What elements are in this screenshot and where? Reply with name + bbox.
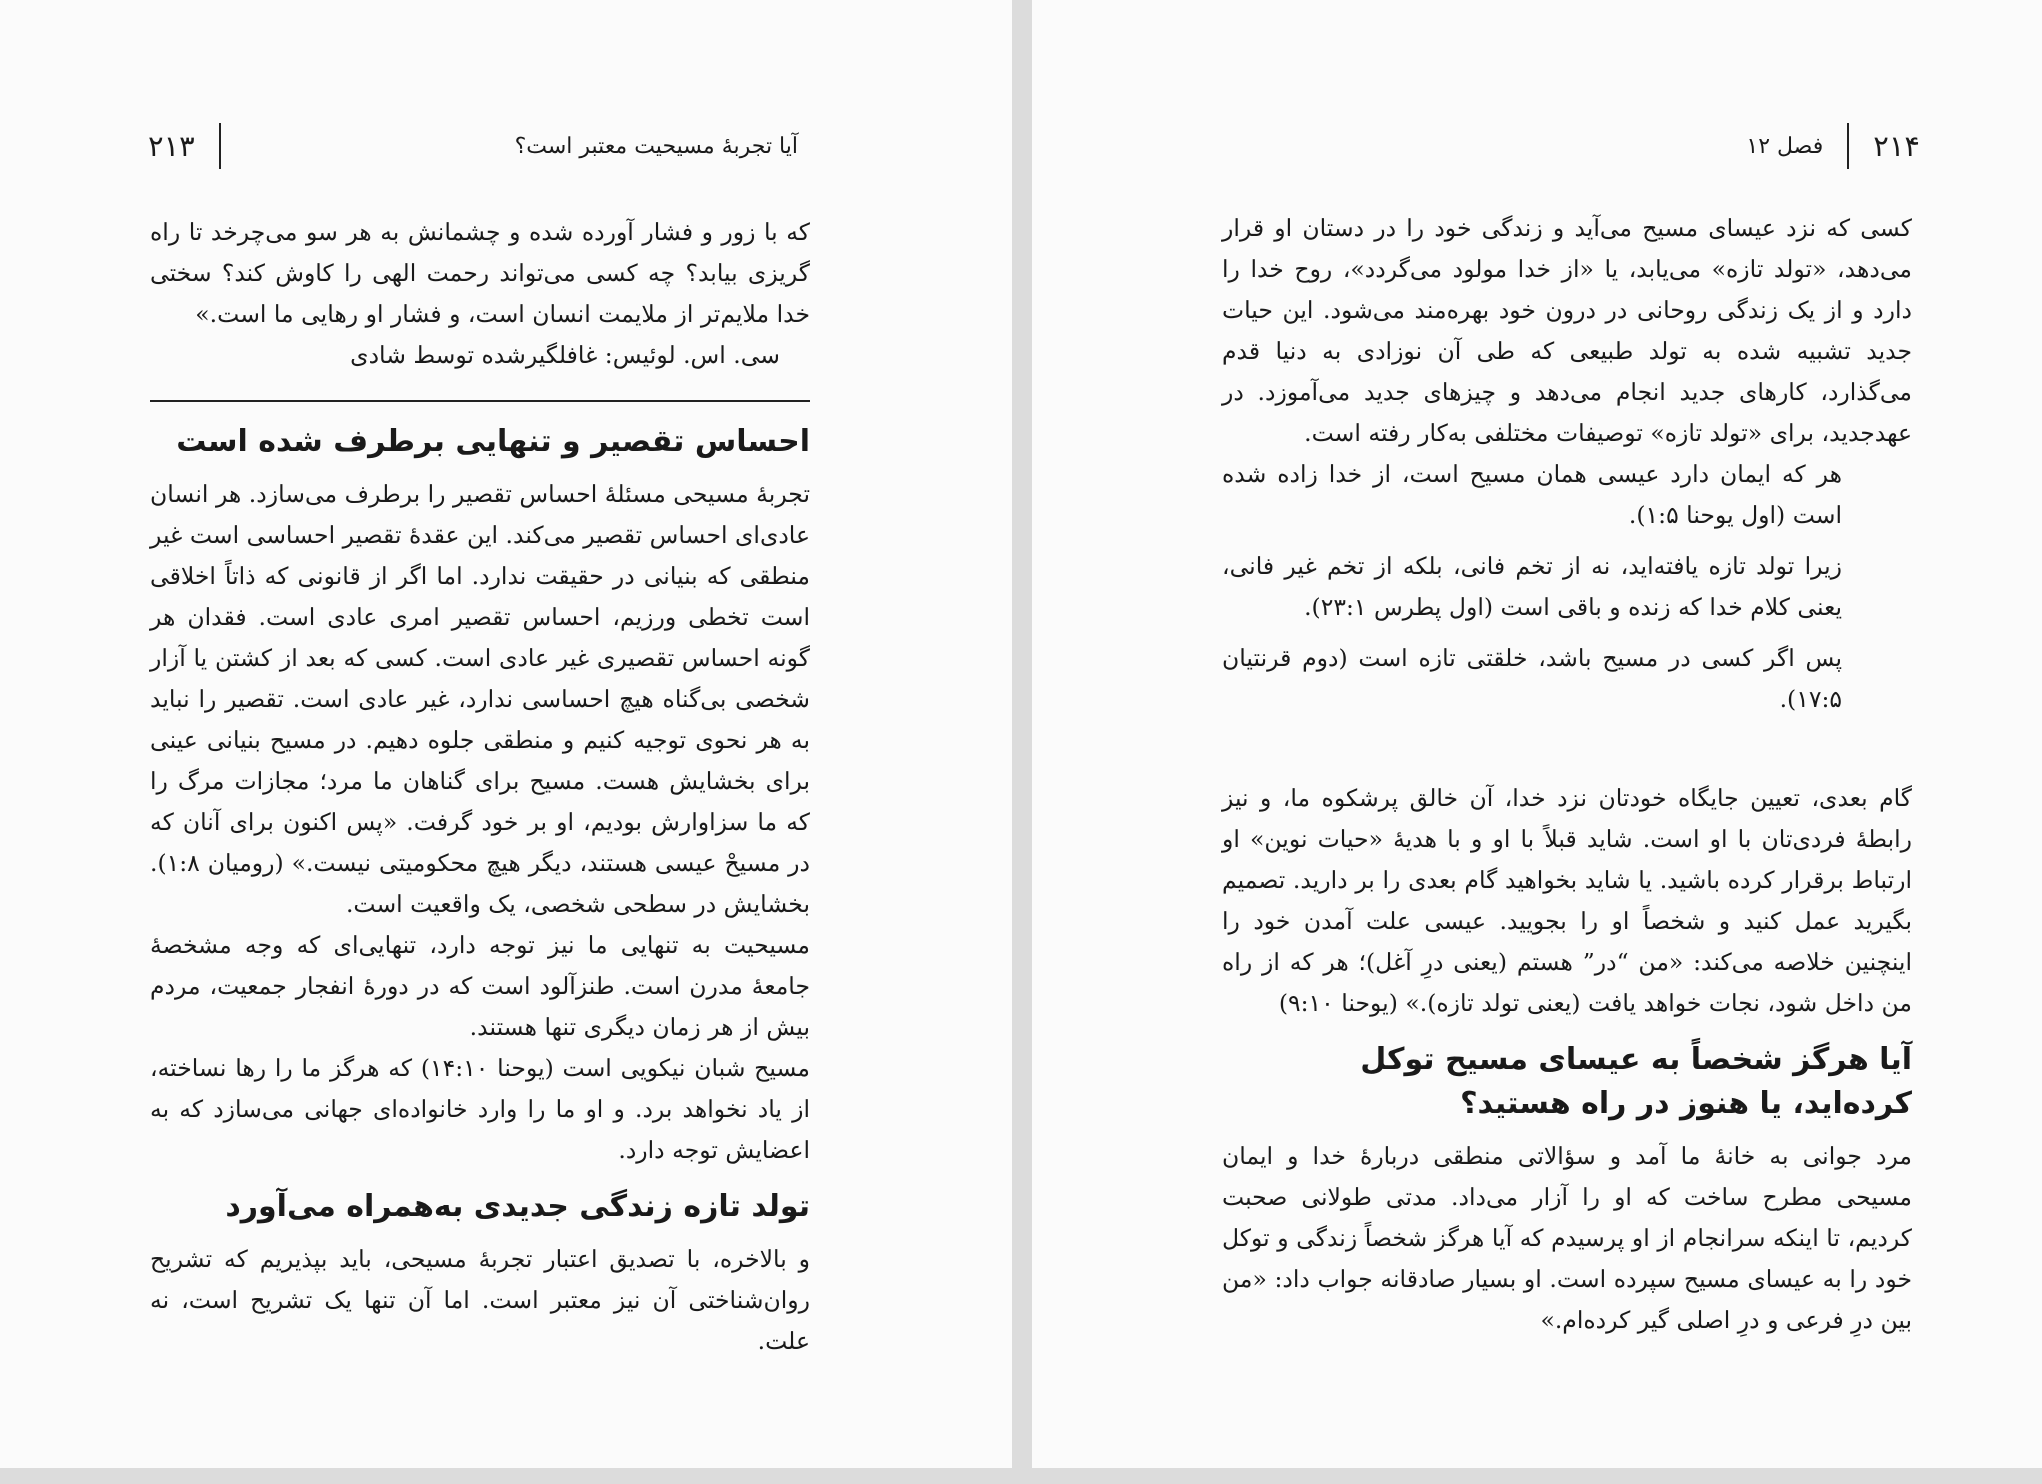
running-title: آیا تجربهٔ مسیحیت معتبر است؟ <box>514 133 798 159</box>
left-page-body <box>150 212 810 1362</box>
paragraph: و بالاخره، با تصدیق اعتبار تجربهٔ مسیحی، باید بپذیریم که تشریح روان‌شناختی آن نیز معتبر است. اما آن تنها یک تشریح است، نه علت. <box>150 1245 810 1355</box>
page-number: ۲۱۳ <box>148 129 195 163</box>
header-divider <box>1847 123 1849 169</box>
page-number: ۲۱۴ <box>1873 129 1920 163</box>
right-page-header <box>1140 120 1920 172</box>
left-page-header <box>148 120 798 172</box>
section-heading: تولد تازه زندگی جدیدی به‌همراه می‌آورد <box>225 1189 810 1224</box>
section-heading <box>1222 1038 1912 1126</box>
right-page-body <box>1222 208 1912 1341</box>
paragraph: مرد جوانی به خانهٔ ما آمد و سؤالاتی منطقی دربارهٔ خدا و ایمان مسیحی مطرح ساخت که او را آزار می‌داد. مدتی طولانی صحبت کردیم، تا اینکه سرانجام از او پرسیدم که آیا هرگز شخصاً زندگی و توکل خود را به عیسای مسیح سپرده است. او بسیار صادقانه جواب داد: «من بین درِ فرعی و درِ اصلی گیر کرده‌ام.» <box>1222 1142 1912 1334</box>
scripture-quotes <box>1222 454 1842 720</box>
heading-line: آیا هرگز شخصاً به عیسای مسیح توکل <box>1360 1042 1912 1077</box>
scripture-quote: هر که ایمان دارد عیسی همان مسیح است، از خدا زاده شده است (اول یوحنا ۱:۵). <box>1222 460 1842 529</box>
opening-quote: که با زور و فشار آورده شده و چشمانش به هر سو می‌چرخد تا راه گریزی بیابد؟ چه کسی می‌تواند رحمت الهی را کاوش کند؟ سختی خدا ملایم‌تر از ملایمت انسان است، و فشار او رهایی ما است.» <box>150 218 810 328</box>
paragraph: تجربهٔ مسیحی مسئلهٔ احساس تقصیر را برطرف می‌سازد. هر انسان عادی‌ای احساس تقصیر می‌کند. این عقدهٔ تقصیر احساسی است غیر منطقی که بنیانی در حقیقت ندارد. اما اگر از قانونی که ذاتاً اخلاقی است تخطی ورزیم، احساس تقصیر امری عادی است. فقدان هر گونه احساس تقصیری غیر عادی است. کسی که بعد از کشتن یا آزار شخصی بی‌گناه هیچ احساسی ندارد، غیر عادی است. تقصیر را نباید به هر نحوی توجیه کنیم و منطقی جلوه دهیم. در مسیح بنیانی عینی برای بخشایش هست. مسیح برای گناهان ما مرد؛ مجازات مرگ را که ما سزاوارش بودیم، او بر خود گرفت. «پس اکنون برای آنان که در مسیحْ عیسی هستند، دیگر هیچ محکومیتی نیست.» (رومیان ۱:۸). بخشایش در سطحی شخصی، یک واقعیت است. <box>150 480 810 918</box>
left-page <box>0 0 1012 1468</box>
paragraph: مسیحیت به تنهایی ما نیز توجه دارد، تنهایی‌ای که وجه مشخصهٔ جامعهٔ مدرن است. طنزآلود است که در دورهٔ انفجار جمعیت، مردم بیش از هر زمان دیگری تنها هستند. <box>150 931 810 1041</box>
right-page <box>1032 0 2042 1468</box>
running-title: فصل ۱۲ <box>1746 133 1824 159</box>
paragraph: گام بعدی، تعیین جایگاه خودتان نزد خدا، آن خالق پرشکوه ما، و نیز رابطهٔ فردی‌تان با او است. شاید قبلاً با او و با هدیهٔ «حیات نوین» او ارتباط برقرار کرده باشید. یا شاید بخواهید گام بعدی را بر دارید. تصمیم بگیرید عمل کنید و شخصاً او را بجویید. عیسی علت آمدن خود را اینچنین خلاصه می‌کند: «من “در” هستم (یعنی درِ آغل)؛ هر که از راه من داخل شود، نجات خواهد یافت (یعنی تولد تازه).» (یوحنا ۹:۱۰) <box>1222 784 1912 1017</box>
scripture-quote: زیرا تولد تازه یافته‌اید، نه از تخم فانی، بلکه از تخم غیر فانی، یعنی کلام خدا که زنده و باقی است (اول پطرس ۲۳:۱). <box>1222 552 1842 621</box>
quote-attribution: سی. اس. لوئیس: غافلگیرشده توسط شادی <box>350 341 780 369</box>
section-rule <box>150 400 810 402</box>
paragraph: مسیح شبان نیکویی است (یوحنا ۱۴:۱۰) که هرگز ما را رها نساخته، از یاد نخواهد برد. و او ما را وارد خانواده‌ای جهانی می‌سازد که به اعضایش توجه دارد. <box>150 1054 810 1164</box>
header-divider <box>219 123 221 169</box>
section-heading: احساس تقصیر و تنهایی برطرف شده است <box>176 424 810 459</box>
heading-line: کرده‌اید، یا هنوز در راه هستید؟ <box>1460 1086 1912 1121</box>
scripture-quote: پس اگر کسی در مسیح باشد، خلقتی تازه است (دوم قرنتیان ۱۷:۵). <box>1222 644 1842 713</box>
paragraph: کسی که نزد عیسای مسیح می‌آید و زندگی خود را در دستان او قرار می‌دهد، «تولد تازه» می‌یابد، یا «از خدا مولود می‌گردد»، روح خدا را دارد و از یک زندگی روحانی در درون خود بهره‌مند می‌شود. این حیات جدید تشبیه شده به تولد طبیعی که طی آن نوزادی به دنیا قدم می‌گذارد، کارهای جدید انجام می‌دهد و چیزهای جدید می‌آموزد. در عهدجدید، برای «تولد تازه» توصیفات مختلفی به‌کار رفته است. <box>1222 214 1912 447</box>
